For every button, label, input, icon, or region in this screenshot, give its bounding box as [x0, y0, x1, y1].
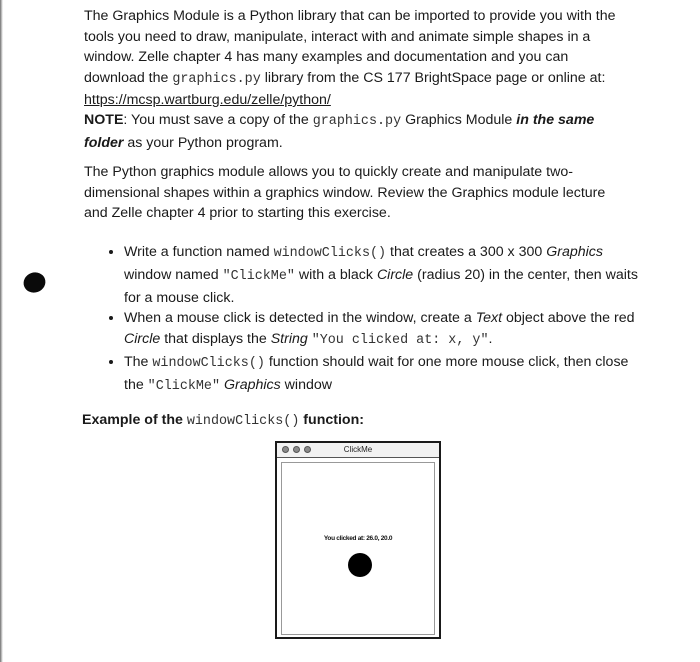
note-code-graphics: graphics.py: [312, 114, 402, 129]
example-label: [82, 410, 364, 432]
note-text-2: Graphics Module: [401, 112, 517, 128]
bullet-italic: Text: [475, 310, 503, 327]
bullet-text: When a mouse click is detected in the window, create a: [124, 310, 476, 327]
example-label-code: windowClicks(): [186, 414, 300, 429]
clickme-window-screenshot: [275, 441, 441, 639]
bullet-code: "You clicked at: x, y": [311, 333, 489, 349]
note-text-3: as your Python program.: [123, 134, 283, 151]
window-title: ClickMe: [343, 445, 373, 454]
bullet-text: object above the red: [502, 310, 635, 327]
intro-text-1: The Graphics Module is a Python library that can be imported to provide you with the tools you need to draw, manipulate, interact with and animate simple shapes in a window. Zelle chapter 4 has many examples and documentation and you can download the: [84, 8, 616, 86]
note-emphasis: in the same folder: [84, 112, 595, 151]
requirements-list: [100, 242, 644, 398]
example-label-text: Example of the: [82, 412, 187, 428]
bullet-code: windowClicks(): [152, 355, 265, 371]
bullet-code: "ClickMe": [147, 378, 220, 394]
window-canvas: [281, 462, 435, 635]
bullet-text: with a black: [294, 266, 377, 283]
bullet-text: that displays the: [160, 331, 271, 348]
bullet-text: function should wait for one more mouse click, then close the: [124, 353, 629, 393]
clicked-text: You clicked at: 26.0, 20.0: [323, 535, 393, 542]
note-paragraph: [84, 110, 624, 153]
bullet-text: .: [488, 331, 493, 348]
bullet-italic: String: [270, 331, 308, 348]
intro-paragraph: [84, 6, 624, 111]
bullet-text: Write a function named: [124, 244, 274, 260]
bullet-text: (radius 20) in the center, then waits for a mouse click.: [124, 266, 638, 306]
window-titlebar: [277, 443, 439, 458]
list-item: [124, 308, 644, 352]
bullet-italic: Circle: [124, 331, 161, 348]
zelle-link[interactable]: https://mcsp.wartburg.edu/zelle/python/: [84, 92, 331, 108]
scan-left-edge: [0, 0, 3, 662]
overview-paragraph: The Python graphics module allows you to quickly create and manipulate two-dimensional shapes within a graphics window. Review the Graphics module lecture and Zelle chapter 4 prior to starting this exercise.: [84, 164, 606, 221]
note-text-1: : You must save a copy of the: [123, 112, 313, 128]
black-circle: [348, 553, 372, 577]
bullet-text: The: [124, 353, 153, 370]
note-label: NOTE: [84, 112, 124, 128]
list-item: [124, 242, 644, 308]
list-item: [124, 352, 644, 398]
bullet-text: window named: [124, 266, 223, 283]
bullet-text: window: [280, 376, 332, 393]
bullet-code: windowClicks(): [273, 246, 387, 261]
example-label-text: function:: [299, 412, 364, 428]
punch-hole: [21, 269, 49, 295]
bullet-text: that creates a 300 x 300: [386, 244, 547, 260]
bullet-italic: Graphics: [546, 244, 603, 260]
intro-text-2: library from the CS 177 BrightSpace page or online at:: [260, 69, 606, 86]
bullet-italic: Circle: [376, 266, 414, 283]
bullet-code: "ClickMe": [222, 268, 295, 284]
intro-code-graphics: graphics.py: [172, 71, 261, 87]
bullet-italic: Graphics: [223, 376, 281, 393]
